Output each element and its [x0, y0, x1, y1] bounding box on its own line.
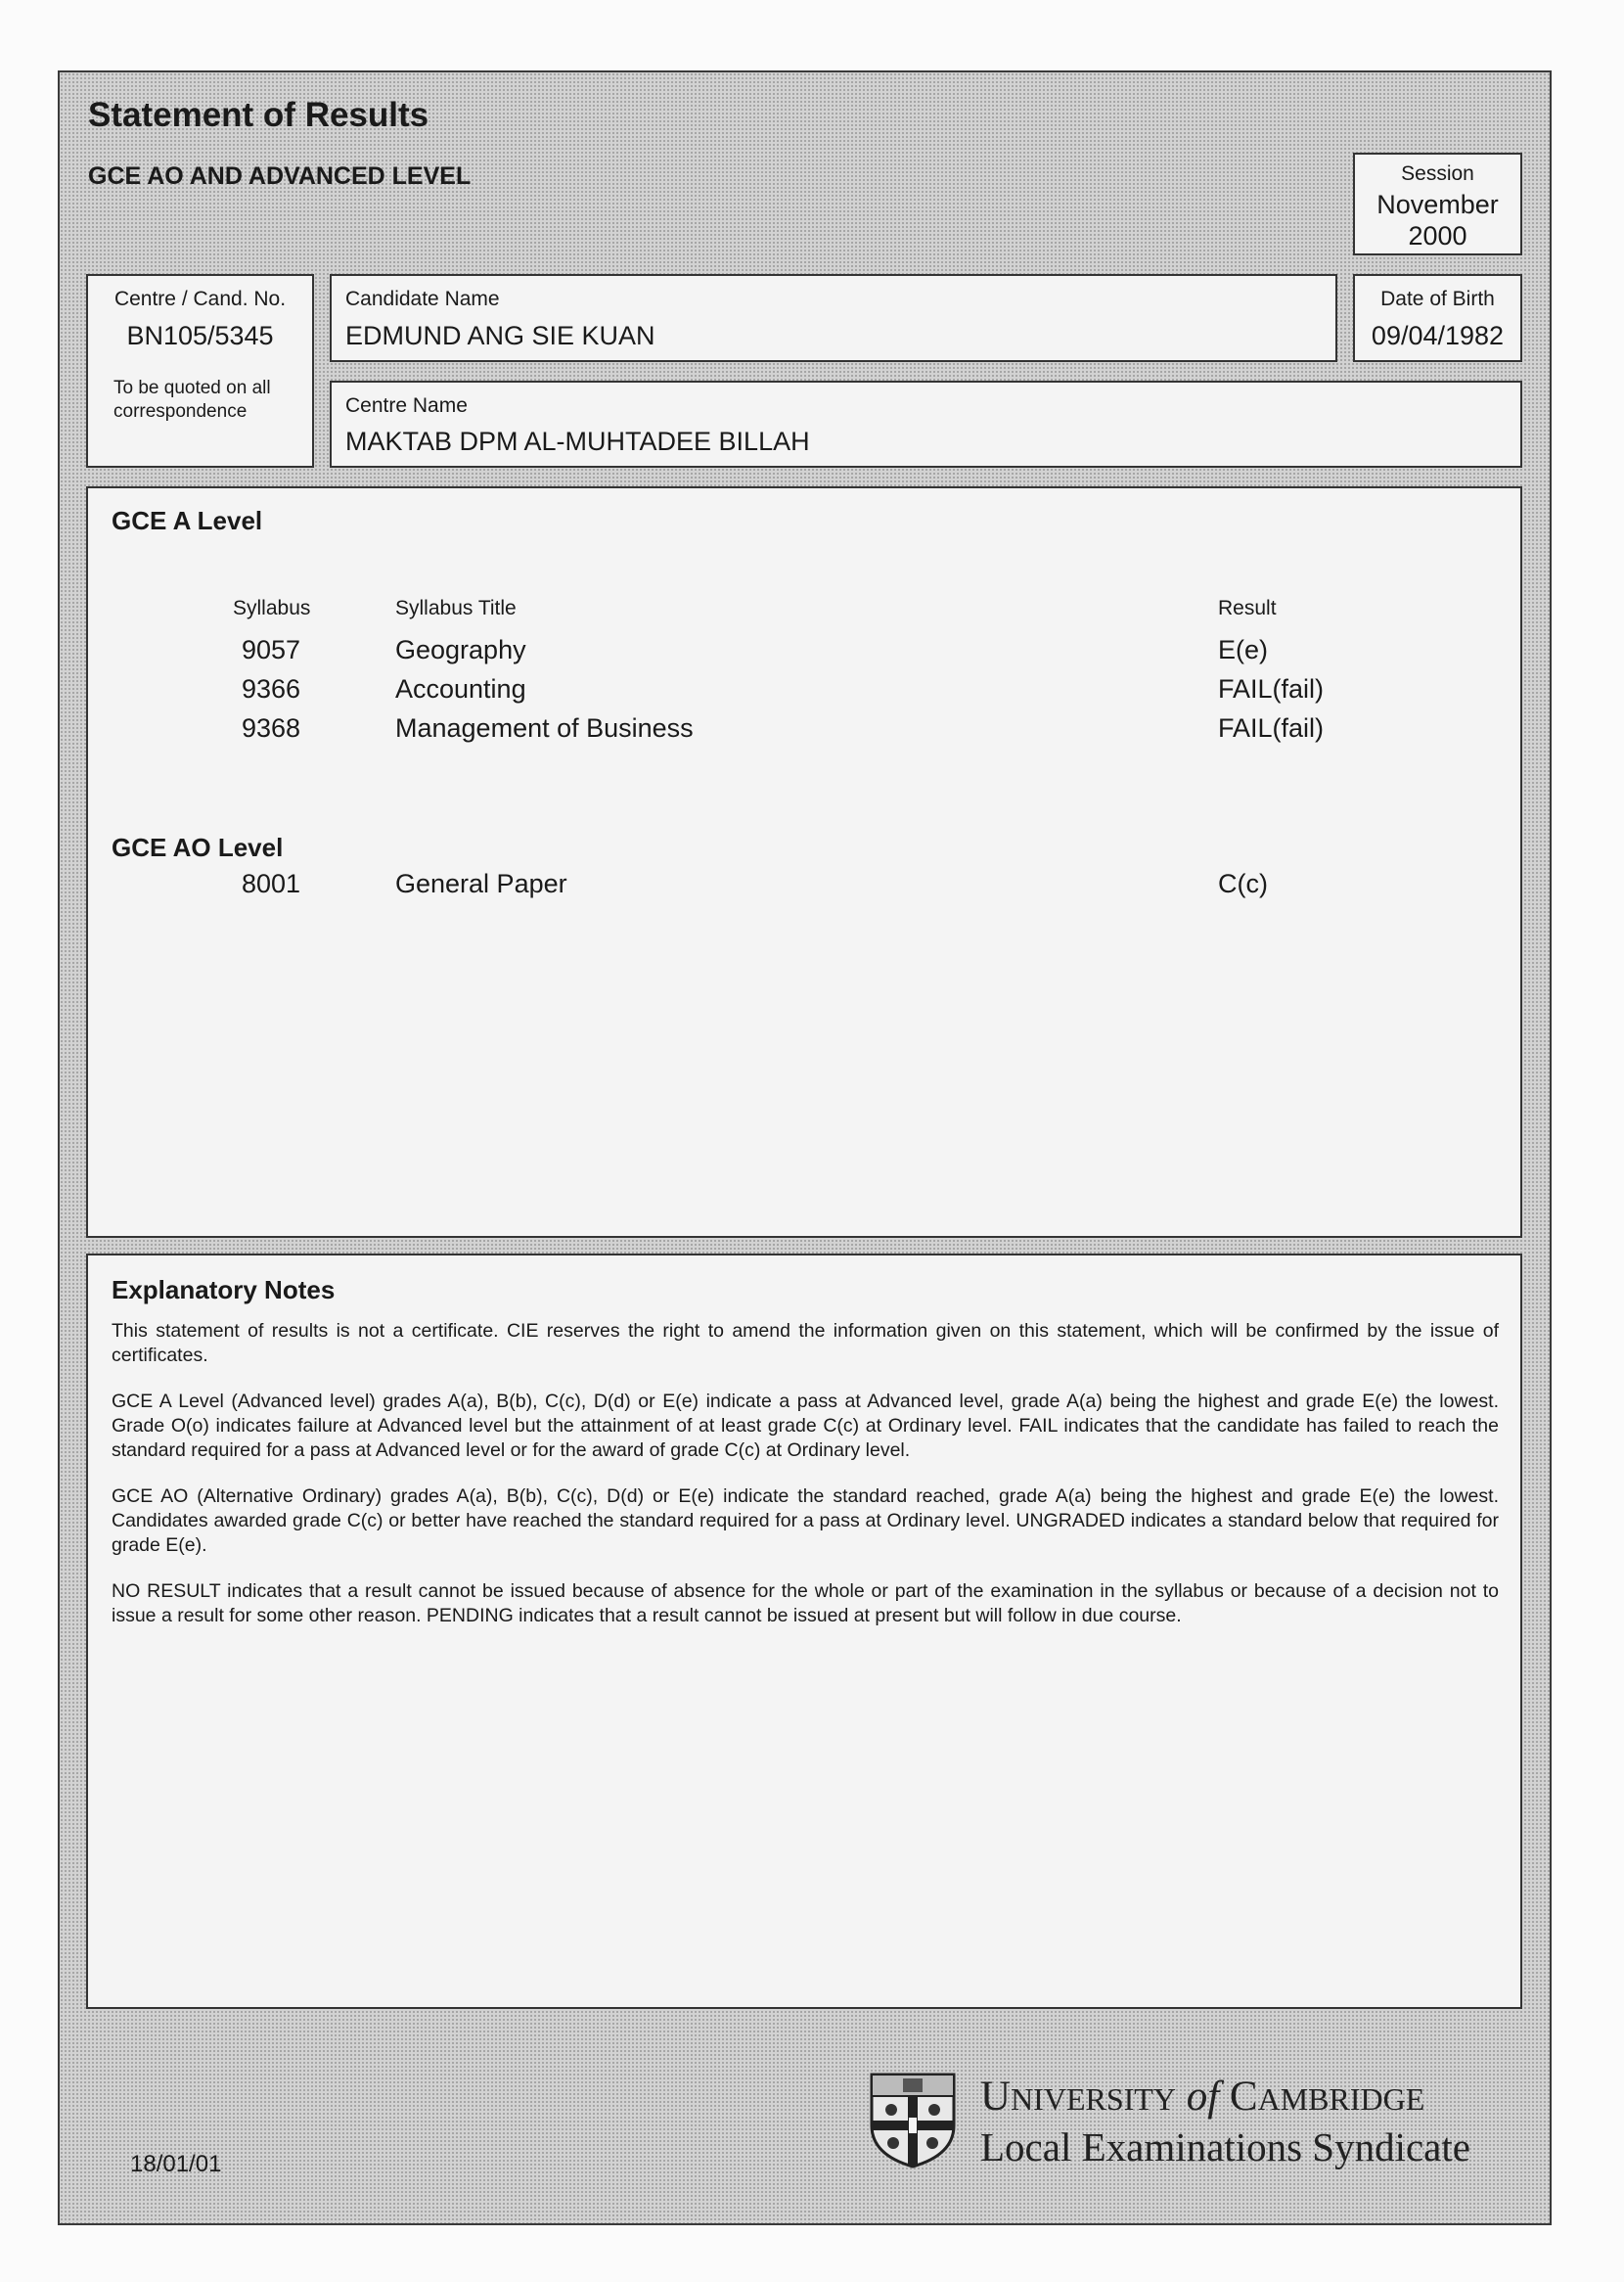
dob-box	[1353, 274, 1522, 362]
centre-name-label: Centre Name	[345, 394, 468, 417]
results-box	[86, 486, 1522, 1238]
session-month: November	[1376, 190, 1499, 219]
a-level-row-1-title: Geography	[395, 635, 526, 664]
session-label: Session	[1401, 162, 1474, 185]
a-level-row-1-code: 9057	[242, 635, 301, 664]
note-paragraph-1: This statement of results is not a certificate. CIE reserves the right to amend the information given on this statement, which will be confirmed by the issue of certificates.	[112, 1320, 1499, 1366]
quote-note-line2: correspondence	[113, 401, 248, 422]
col-syllabus-header: Syllabus	[233, 597, 311, 619]
centre-cand-box	[86, 274, 314, 468]
candidate-name-label: Candidate Name	[345, 288, 500, 310]
a-level-row-3-code: 9368	[242, 713, 301, 743]
ao-level-row-1-code: 8001	[242, 869, 301, 898]
col-result-header: Result	[1218, 597, 1277, 619]
issue-date: 18/01/01	[130, 2151, 222, 2177]
a-level-row-2-code: 9366	[242, 674, 301, 704]
university-name: UNIVERSITY of CAMBRIDGE	[980, 2074, 1425, 2120]
note-paragraph-2: GCE A Level (Advanced level) grades A(a), B(b), C(c), D(d) or E(e) indicate a pass at Advanced level, grade A(a) being the highest and grade E(e) the lowest. Grade O(o) indicates failure at Advanced level but the attainment of at least grade C(c) at Ordinary level. FAIL indicates that the candidate has failed to reach the standard required for a pass at Advanced level or for the award of grade C(c) at Ordinary level.	[112, 1391, 1499, 1461]
centre-name-box	[330, 381, 1522, 468]
session-year: 2000	[1408, 221, 1467, 251]
centre-cand-number: BN105/5345	[126, 321, 274, 350]
ao-level-row-1-title: General Paper	[395, 869, 567, 898]
a-level-heading: GCE A Level	[112, 506, 263, 535]
session-box	[1353, 153, 1522, 255]
col-title-header: Syllabus Title	[395, 597, 517, 619]
note-paragraph-3: GCE AO (Alternative Ordinary) grades A(a), B(b), C(c), D(d) or E(e) indicate the standard reached, grade A(a) being the highest and grade E(e) the lowest. Candidates awarded grade C(c) or better have reached the standard required for a pass at Ordinary level. UNGRADED indicates a standard below that required for grade E(e).	[112, 1485, 1499, 1556]
a-level-row-1-result: E(e)	[1218, 635, 1269, 664]
quote-note-line1: To be quoted on all	[113, 378, 271, 398]
university-crest-icon	[868, 2071, 958, 2168]
ao-level-heading: GCE AO Level	[112, 833, 284, 862]
ao-level-row-1-result: C(c)	[1218, 869, 1268, 898]
a-level-row-3-title: Management of Business	[395, 713, 694, 743]
a-level-row-2-result: FAIL(fail)	[1218, 674, 1325, 704]
a-level-row-2-title: Accounting	[395, 674, 526, 704]
centre-name: MAKTAB DPM AL-MUHTADEE BILLAH	[345, 427, 810, 456]
page-subtitle: GCE AO AND ADVANCED LEVEL	[88, 162, 472, 190]
note-paragraph-4: NO RESULT indicates that a result cannot be issued because of absence for the whole or part of the examination in the syllabus or because of a decision not to issue a result for some other reason. PENDING indicates that a result cannot be issued at present but will follow in due course.	[112, 1580, 1499, 1626]
dob-value: 09/04/1982	[1371, 321, 1505, 350]
candidate-name-box	[330, 274, 1337, 362]
a-level-row-3-result: FAIL(fail)	[1218, 713, 1325, 743]
notes-heading: Explanatory Notes	[112, 1275, 336, 1304]
candidate-name: EDMUND ANG SIE KUAN	[345, 321, 655, 350]
dob-label: Date of Birth	[1380, 288, 1495, 310]
centre-cand-label: Centre / Cand. No.	[113, 288, 287, 310]
page-title: Statement of Results	[88, 96, 429, 134]
syndicate-name: Local Examinations Syndicate	[980, 2124, 1470, 2169]
